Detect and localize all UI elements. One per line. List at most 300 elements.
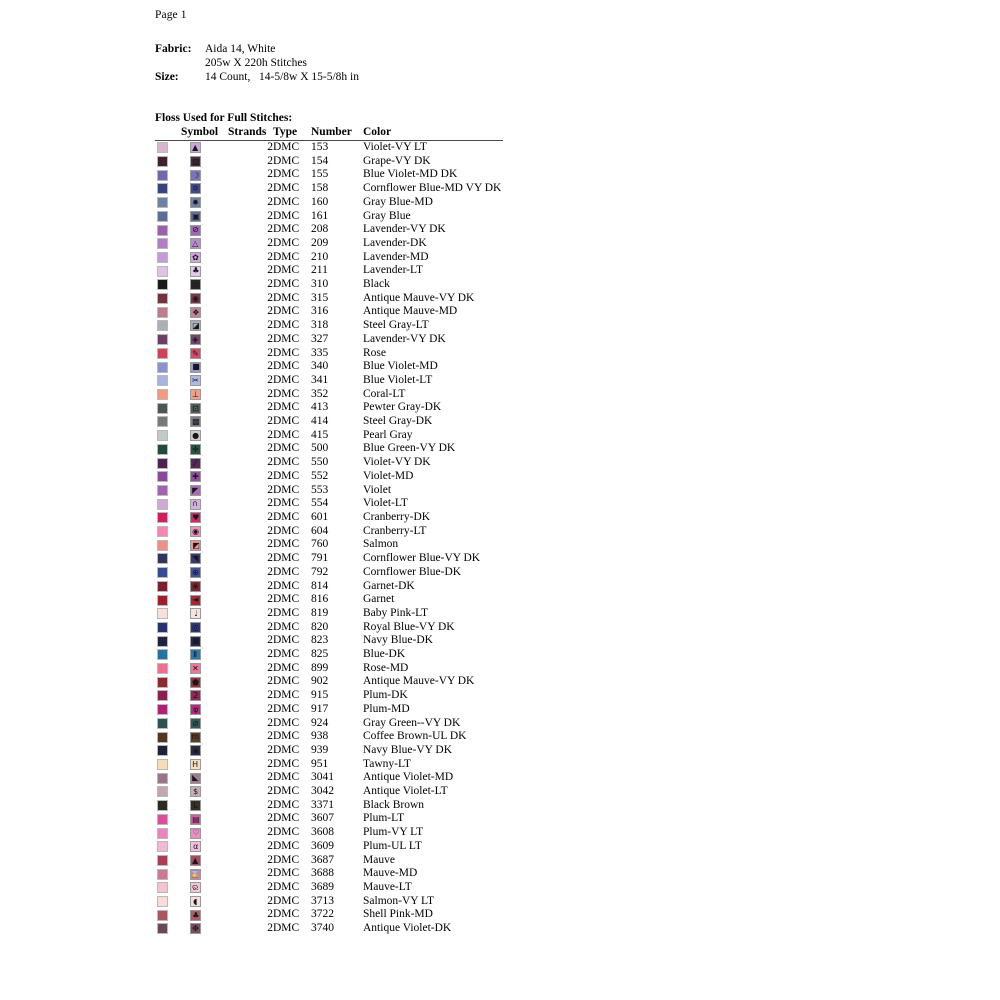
floss-color-name-cell: Coral-LT — [363, 387, 406, 400]
floss-color-swatch-cell — [155, 360, 181, 374]
floss-number-cell: 3042 — [311, 785, 334, 798]
floss-type-cell: DMC — [273, 716, 300, 729]
stitch-symbol-glyph: ♩ — [193, 608, 198, 618]
floss-color-name-cell: Black — [363, 278, 390, 291]
stitch-symbol-icon — [190, 403, 201, 414]
floss-number-cell: 601 — [311, 510, 329, 523]
floss-symbol-cell — [181, 237, 228, 251]
floss-color-swatch-cell — [155, 895, 181, 909]
floss-color-swatch-cell — [155, 141, 181, 155]
floss-number-cell: 814 — [311, 579, 329, 592]
floss-color-swatch-cell — [155, 511, 181, 525]
floss-table-body — [155, 141, 503, 936]
floss-symbol-cell — [181, 168, 228, 182]
floss-strands-cell: 2 — [267, 620, 273, 633]
floss-number-cell: 208 — [311, 223, 329, 236]
stitch-symbol-glyph: ▦ — [191, 635, 200, 646]
floss-symbol-cell — [181, 552, 228, 566]
stitch-symbol-glyph: ◤ — [192, 484, 199, 495]
column-header-strands: Strands — [228, 126, 273, 141]
stitch-symbol-glyph: ◥ — [192, 553, 199, 563]
column-header-type: Type — [273, 126, 311, 141]
column-header-symbol: Symbol — [181, 126, 228, 141]
floss-color-swatch-cell — [155, 155, 181, 169]
stitch-symbol-icon — [190, 910, 201, 921]
floss-type-cell: DMC — [273, 593, 300, 606]
floss-color-swatch-cell — [155, 840, 181, 854]
floss-table-head — [155, 126, 503, 141]
floss-color-name-cell: Navy Blue-DK — [363, 634, 433, 647]
floss-type-cell: DMC — [273, 209, 300, 222]
floss-color-name-cell: Gray Blue — [363, 209, 411, 222]
stitch-symbol-glyph: m — [191, 731, 200, 742]
floss-strands-cell: 2 — [267, 209, 273, 222]
floss-color-swatch-cell — [155, 566, 181, 580]
floss-symbol-cell — [181, 689, 228, 703]
floss-color-name-cell: Blue Violet-MD DK — [363, 168, 458, 181]
table-row — [155, 799, 503, 813]
stitch-symbol-icon — [190, 430, 201, 441]
table-row — [155, 744, 503, 758]
floss-symbol-cell — [181, 155, 228, 169]
floss-type-cell: DMC — [273, 894, 300, 907]
color-swatch-icon — [157, 677, 168, 688]
table-row — [155, 511, 503, 525]
color-swatch-icon — [157, 334, 168, 345]
floss-strands-cell: 2 — [267, 278, 273, 291]
floss-type-cell: DMC — [273, 743, 300, 756]
floss-type-cell: DMC — [273, 620, 300, 633]
floss-symbol-cell — [181, 374, 228, 388]
table-row — [155, 305, 503, 319]
floss-number-cell: 154 — [311, 154, 329, 167]
table-row — [155, 908, 503, 922]
floss-symbol-cell — [181, 278, 228, 292]
floss-symbol-cell — [181, 141, 228, 155]
stitch-symbol-glyph: L — [193, 800, 198, 810]
floss-color-name-cell: Pewter Gray-DK — [363, 401, 442, 414]
stitch-symbol-glyph: ♣ — [191, 265, 200, 276]
floss-color-name-cell: Blue Violet-MD — [363, 360, 438, 373]
floss-color-name-cell: Tawny-LT — [363, 757, 411, 770]
floss-color-swatch-cell — [155, 867, 181, 881]
floss-number-cell: 917 — [311, 702, 329, 715]
stitch-symbol-glyph: Ⅱ — [193, 649, 198, 659]
floss-type-cell: DMC — [273, 922, 300, 935]
floss-type-cell: DMC — [273, 675, 300, 688]
floss-color-name-cell: Black Brown — [363, 798, 425, 811]
floss-type-cell: DMC — [273, 606, 300, 619]
stitch-symbol-icon — [190, 759, 201, 770]
floss-strands-cell: 2 — [267, 771, 273, 784]
table-row — [155, 689, 503, 703]
floss-number-cell: 310 — [311, 278, 329, 291]
stitch-symbol-glyph: ◪ — [191, 320, 200, 331]
floss-number-cell: 340 — [311, 360, 329, 373]
floss-color-swatch-cell — [155, 908, 181, 922]
floss-number-cell: 414 — [311, 415, 329, 428]
floss-symbol-cell — [181, 470, 228, 484]
floss-color-swatch-cell — [155, 799, 181, 813]
floss-strands-cell: 2 — [267, 675, 273, 688]
floss-number-cell: 3609 — [311, 839, 334, 852]
color-swatch-icon — [157, 704, 168, 715]
floss-symbol-cell — [181, 662, 228, 676]
column-header-swatch — [155, 126, 181, 141]
floss-symbol-cell — [181, 292, 228, 306]
floss-symbol-cell — [181, 251, 228, 265]
stitch-symbol-glyph: ⊕ — [192, 567, 199, 577]
floss-symbol-cell — [181, 621, 228, 635]
stitch-symbol-icon — [190, 389, 201, 400]
stitch-symbol-icon — [190, 362, 201, 373]
floss-color-name-cell: Shell Pink-MD — [363, 908, 433, 921]
floss-strands-cell: 2 — [267, 264, 273, 277]
floss-number-cell: 604 — [311, 524, 329, 537]
floss-symbol-cell — [181, 607, 228, 621]
stitch-symbol-glyph: ♡ — [191, 827, 200, 838]
floss-strands-cell: 2 — [267, 839, 273, 852]
floss-type-cell: DMC — [273, 319, 300, 332]
stitch-symbol-icon — [190, 690, 201, 701]
floss-color-name-cell: Cranberry-DK — [363, 510, 431, 523]
floss-type-cell: DMC — [273, 867, 300, 880]
stitch-symbol-icon — [190, 773, 201, 784]
stitch-symbol-icon — [190, 444, 201, 455]
floss-color-name-cell: Lavender-LT — [363, 264, 424, 277]
color-swatch-icon — [157, 800, 168, 811]
color-swatch-icon — [157, 732, 168, 743]
floss-color-name-cell: Mauve — [363, 853, 395, 866]
color-swatch-icon — [157, 910, 168, 921]
floss-number-cell: 335 — [311, 346, 329, 359]
floss-symbol-cell — [181, 429, 228, 443]
table-row — [155, 840, 503, 854]
floss-strands-cell: 2 — [267, 291, 273, 304]
floss-color-swatch-cell — [155, 730, 181, 744]
floss-strands-cell: 2 — [267, 236, 273, 249]
floss-strands-cell: 2 — [267, 332, 273, 345]
column-header-number: Number — [311, 126, 363, 141]
floss-strands-cell: 2 — [267, 743, 273, 756]
stitch-symbol-glyph: ▲ — [192, 142, 199, 152]
pattern-specs — [155, 43, 359, 84]
floss-type-cell: DMC — [273, 278, 300, 291]
floss-color-swatch-cell — [155, 305, 181, 319]
table-row — [155, 854, 503, 868]
table-row — [155, 429, 503, 443]
floss-symbol-cell — [181, 867, 228, 881]
stitch-symbol-glyph: φ — [192, 704, 199, 714]
table-row — [155, 648, 503, 662]
floss-type-cell: DMC — [273, 236, 300, 249]
floss-color-swatch-cell — [155, 525, 181, 539]
stitch-symbol-glyph: ▤ — [191, 813, 200, 824]
floss-color-swatch-cell — [155, 717, 181, 731]
floss-strands-cell: 2 — [267, 154, 273, 167]
floss-symbol-cell — [181, 717, 228, 731]
floss-color-swatch-cell — [155, 854, 181, 868]
table-row — [155, 895, 503, 909]
floss-strands-cell: 2 — [267, 689, 273, 702]
floss-number-cell: 3722 — [311, 908, 334, 921]
floss-number-cell: 316 — [311, 305, 329, 318]
floss-symbol-cell — [181, 511, 228, 525]
color-swatch-icon — [157, 183, 168, 194]
color-swatch-icon — [157, 211, 168, 222]
stitch-symbol-glyph: ▨ — [191, 156, 200, 166]
floss-strands-cell: 2 — [267, 880, 273, 893]
stitch-symbol-glyph: ✚ — [192, 471, 199, 481]
color-swatch-icon — [157, 923, 168, 934]
floss-type-cell: DMC — [273, 538, 300, 551]
table-row — [155, 552, 503, 566]
size-value: 14 Count, 14-5/8w X 15-5/8h in — [205, 70, 359, 83]
table-row — [155, 210, 503, 224]
floss-strands-cell: 2 — [267, 483, 273, 496]
stitch-symbol-icon — [190, 869, 201, 880]
floss-color-name-cell: Antique Mauve-MD — [363, 305, 458, 318]
table-row — [155, 867, 503, 881]
floss-strands-cell: 2 — [267, 702, 273, 715]
color-swatch-icon — [157, 430, 168, 441]
color-swatch-icon — [157, 608, 168, 619]
table-row — [155, 826, 503, 840]
floss-number-cell: 315 — [311, 291, 329, 304]
stitch-symbol-icon — [190, 211, 201, 222]
stitch-symbol-glyph: ▩ — [191, 416, 200, 426]
floss-number-cell: 939 — [311, 743, 329, 756]
floss-color-swatch-cell — [155, 182, 181, 196]
floss-color-swatch-cell — [155, 237, 181, 251]
floss-color-name-cell: Lavender-VY DK — [363, 332, 446, 345]
floss-color-name-cell: Blue Green-VY DK — [363, 442, 456, 455]
stitch-symbol-icon — [190, 471, 201, 482]
floss-number-cell: 553 — [311, 483, 329, 496]
floss-symbol-cell — [181, 744, 228, 758]
floss-strands-cell: 2 — [267, 469, 273, 482]
floss-color-swatch-cell — [155, 388, 181, 402]
floss-symbol-cell — [181, 442, 228, 456]
color-swatch-icon — [157, 745, 168, 756]
floss-type-cell: DMC — [273, 826, 300, 839]
floss-type-cell: DMC — [273, 428, 300, 441]
table-row — [155, 415, 503, 429]
floss-color-name-cell: Antique Mauve-VY DK — [363, 291, 475, 304]
floss-color-name-cell: Antique Violet-LT — [363, 785, 448, 798]
floss-symbol-cell — [181, 675, 228, 689]
floss-color-swatch-cell — [155, 744, 181, 758]
stitch-symbol-glyph: ◎ — [192, 622, 199, 632]
floss-color-swatch-cell — [155, 675, 181, 689]
floss-symbol-cell — [181, 484, 228, 498]
floss-symbol-cell — [181, 182, 228, 196]
table-row — [155, 470, 503, 484]
floss-type-cell: DMC — [273, 373, 300, 386]
stitch-symbol-icon — [190, 225, 201, 236]
stitch-symbol-icon — [190, 855, 201, 866]
color-swatch-icon — [157, 869, 168, 880]
stitch-symbol-glyph: ⊘ — [192, 224, 199, 235]
table-row — [155, 374, 503, 388]
floss-type-cell: DMC — [273, 648, 300, 661]
stitch-symbol-icon — [190, 156, 201, 167]
floss-strands-cell: 2 — [267, 648, 273, 661]
stitch-symbol-glyph: ⊡ — [192, 402, 199, 413]
table-row — [155, 196, 503, 210]
color-swatch-icon — [157, 882, 168, 893]
stitch-symbol-glyph: ▪ — [192, 745, 199, 755]
floss-color-swatch-cell — [155, 538, 181, 552]
floss-type-cell: DMC — [273, 730, 300, 743]
floss-color-swatch-cell — [155, 196, 181, 210]
floss-symbol-cell — [181, 456, 228, 470]
floss-number-cell: 552 — [311, 469, 329, 482]
floss-number-cell: 153 — [311, 141, 329, 153]
floss-type-cell: DMC — [273, 798, 300, 811]
color-swatch-icon — [157, 293, 168, 304]
color-swatch-icon — [157, 471, 168, 482]
floss-type-cell: DMC — [273, 346, 300, 359]
stitch-symbol-glyph: ⬟ — [192, 676, 199, 687]
floss-strands-cell: 2 — [267, 565, 273, 578]
stitch-symbol-glyph: ◈ — [192, 334, 199, 344]
floss-symbol-cell — [181, 210, 228, 224]
size-row — [155, 71, 359, 85]
stitch-symbol-glyph: ◉ — [192, 526, 199, 536]
floss-type-cell: DMC — [273, 305, 300, 318]
floss-color-name-cell: Salmon — [363, 538, 399, 551]
stitch-symbol-glyph: ▣ — [191, 210, 200, 221]
floss-color-swatch-cell — [155, 347, 181, 361]
floss-type-cell: DMC — [273, 812, 300, 825]
floss-color-swatch-cell — [155, 922, 181, 936]
stitch-symbol-icon — [190, 293, 201, 304]
floss-type-cell: DMC — [273, 483, 300, 496]
stitch-symbol-glyph: ◩ — [191, 539, 200, 550]
floss-symbol-cell — [181, 840, 228, 854]
floss-strands-cell: 2 — [267, 853, 273, 866]
floss-symbol-cell — [181, 895, 228, 909]
floss-number-cell: 3687 — [311, 853, 334, 866]
stitch-symbol-icon — [190, 622, 201, 633]
stitch-symbol-icon — [190, 197, 201, 208]
floss-strands-cell: 2 — [267, 826, 273, 839]
color-swatch-icon — [157, 307, 168, 318]
floss-symbol-cell — [181, 593, 228, 607]
floss-type-cell: DMC — [273, 332, 300, 345]
floss-symbol-cell — [181, 223, 228, 237]
floss-color-name-cell: Rose-MD — [363, 661, 409, 674]
floss-strands-cell: 2 — [267, 634, 273, 647]
stitch-symbol-icon — [190, 526, 201, 537]
floss-type-cell: DMC — [273, 552, 300, 565]
floss-symbol-cell — [181, 538, 228, 552]
floss-color-swatch-cell — [155, 319, 181, 333]
floss-color-swatch-cell — [155, 771, 181, 785]
stitch-symbol-glyph: ♥ — [191, 512, 200, 522]
color-swatch-icon — [157, 841, 168, 852]
floss-strands-cell: 2 — [267, 524, 273, 537]
floss-strands-cell: 2 — [267, 195, 273, 208]
floss-type-cell: DMC — [273, 223, 300, 236]
floss-color-swatch-cell — [155, 278, 181, 292]
floss-color-swatch-cell — [155, 552, 181, 566]
stitch-symbol-glyph: ✕ — [192, 663, 199, 673]
floss-strands-cell: 2 — [267, 730, 273, 743]
table-row — [155, 484, 503, 498]
floss-number-cell: 554 — [311, 497, 329, 510]
floss-type-cell: DMC — [273, 387, 300, 400]
floss-color-swatch-cell — [155, 264, 181, 278]
floss-type-cell: DMC — [273, 565, 300, 578]
stitch-symbol-icon — [190, 499, 201, 510]
stitch-symbol-icon — [190, 718, 201, 729]
color-swatch-icon — [157, 540, 168, 551]
floss-strands-cell: 2 — [267, 593, 273, 606]
floss-color-name-cell: Antique Violet-MD — [363, 771, 454, 784]
table-row — [155, 785, 503, 799]
stitch-symbol-icon — [190, 923, 201, 934]
floss-number-cell: 823 — [311, 634, 329, 647]
table-row — [155, 607, 503, 621]
floss-symbol-cell — [181, 799, 228, 813]
stitch-symbol-icon — [190, 828, 201, 839]
floss-type-cell: DMC — [273, 853, 300, 866]
stitch-symbol-icon — [190, 745, 201, 756]
stitch-symbol-icon — [190, 841, 201, 852]
floss-color-name-cell: Antique Violet-DK — [363, 922, 452, 935]
stitch-symbol-glyph: ❀ — [192, 580, 199, 591]
floss-color-swatch-cell — [155, 826, 181, 840]
color-swatch-icon — [157, 362, 168, 373]
floss-number-cell: 938 — [311, 730, 329, 743]
floss-symbol-cell — [181, 264, 228, 278]
floss-color-swatch-cell — [155, 470, 181, 484]
floss-color-name-cell: Antique Mauve-VY DK — [363, 675, 475, 688]
color-swatch-icon — [157, 828, 168, 839]
stitch-symbol-glyph: ◣ — [192, 772, 199, 783]
color-swatch-icon — [157, 553, 168, 564]
color-swatch-icon — [157, 567, 168, 578]
floss-symbol-cell — [181, 648, 228, 662]
stitch-symbol-glyph: ╱ — [193, 457, 198, 468]
stitch-symbol-glyph: ❖ — [191, 306, 200, 317]
floss-type-cell: DMC — [273, 908, 300, 921]
stitch-symbol-icon — [190, 238, 201, 249]
floss-type-cell: DMC — [273, 141, 300, 153]
stitch-symbol-icon — [190, 266, 201, 277]
floss-color-swatch-cell — [155, 785, 181, 799]
floss-color-swatch-cell — [155, 580, 181, 594]
floss-symbol-cell — [181, 401, 228, 415]
floss-color-name-cell: Steel Gray-DK — [363, 415, 433, 428]
size-label: Size: — [155, 70, 179, 83]
table-row — [155, 621, 503, 635]
floss-color-swatch-cell — [155, 881, 181, 895]
stitch-symbol-icon — [190, 458, 201, 469]
color-swatch-icon — [157, 814, 168, 825]
floss-type-cell: DMC — [273, 524, 300, 537]
floss-number-cell: 3371 — [311, 798, 334, 811]
floss-type-cell: DMC — [273, 195, 300, 208]
floss-strands-cell: 2 — [267, 908, 273, 921]
floss-number-cell: 951 — [311, 757, 329, 770]
floss-color-swatch-cell — [155, 634, 181, 648]
color-swatch-icon — [157, 718, 168, 729]
floss-color-name-cell: Cornflower Blue-VY DK — [363, 552, 481, 565]
floss-number-cell: 760 — [311, 538, 329, 551]
